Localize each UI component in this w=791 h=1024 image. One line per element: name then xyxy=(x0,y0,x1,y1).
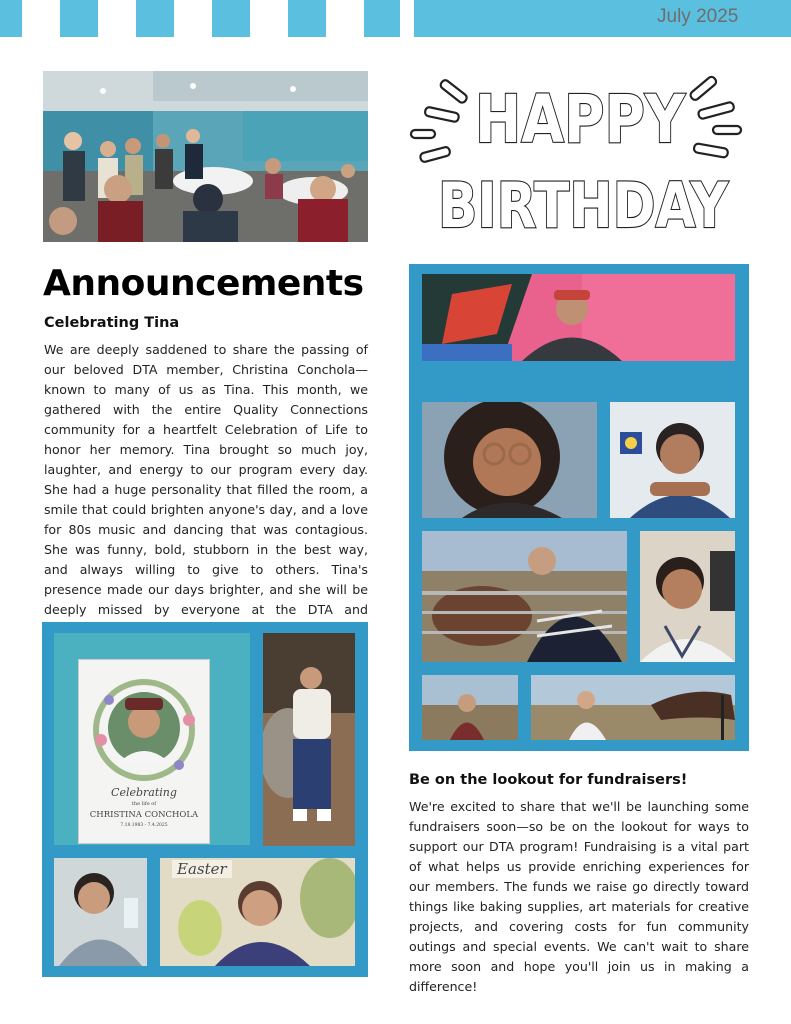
birthday-line2: BIRTHDAY xyxy=(438,169,729,242)
memorial-poster-photo xyxy=(54,633,250,845)
member-photo-smile xyxy=(610,402,735,518)
happy-birthday-graphic xyxy=(405,62,755,252)
poster-dates: 7.18.1983 - 7.4.2025 xyxy=(120,823,168,828)
fundraisers-body: We're excited to share that we'll be launching some fundraisers soon—so be on the lookout for ways to support our DTA program! Fundraising is a vital part of what helps us provide enriching experiences for our members. The funds we raise go directly toward things like baking supplies, art materials for creative projects, and covering costs for fun community outings and special events. We can't wait to share more soon and hope you'll join us in making a difference! xyxy=(409,799,749,994)
poster-name: CHRISTINA CONCHOLA xyxy=(89,810,199,820)
tina-photo-collage xyxy=(42,622,368,977)
fundraisers-heading: Be on the lookout for fundraisers! xyxy=(409,772,688,788)
header-stripe-6 xyxy=(364,0,400,37)
member-photo-mural xyxy=(422,274,735,361)
birthday-line1: HAPPY xyxy=(475,81,687,158)
member-photo-glasses xyxy=(422,402,597,518)
header-stripe-4 xyxy=(212,0,250,37)
header-stripe-1 xyxy=(0,0,22,37)
easter-sign: Easter xyxy=(172,860,232,878)
header-stripe-2 xyxy=(60,0,98,37)
tina-heading: Celebrating Tina xyxy=(44,315,180,331)
header-stripe-3 xyxy=(136,0,174,37)
party-photo xyxy=(43,71,368,242)
tina-body: We are deeply saddened to share the passing of our beloved DTA member, Christina Conchola—known to many of us as Tina. This month, we gathered with the entire Quality Connections community for a heartfelt Celebration of Life to honor her memory. Tina brought so much joy, laughter, and energy to our program every day. She had a huge personality that filled the room, a smile that could brighten anyone's day, and a love for 80s music and dancing that was contagious. She was funny, bold, stubborn in the best way, and always willing to give to others. Tina's presence made our days brighter, and she will be deeply missed by everyone at the DTA and xyxy=(44,342,368,617)
member-photo-field xyxy=(422,675,518,740)
tina-laughing-photo-1 xyxy=(54,858,147,966)
member-photo-lanyard xyxy=(640,531,735,662)
header-stripe-5 xyxy=(288,0,326,37)
poster-subscript: the life of xyxy=(131,801,157,807)
member-photo-horse xyxy=(531,675,735,740)
announcements-title: Announcements xyxy=(43,263,364,304)
member-photo-cattle xyxy=(422,531,627,662)
poster-script: Celebrating xyxy=(111,786,177,799)
tina-seated-photo xyxy=(263,633,355,846)
newsletter-date: July 2025 xyxy=(657,6,739,27)
tina-laughing-photo-2 xyxy=(160,858,355,966)
birthday-photo-collage xyxy=(409,264,749,751)
